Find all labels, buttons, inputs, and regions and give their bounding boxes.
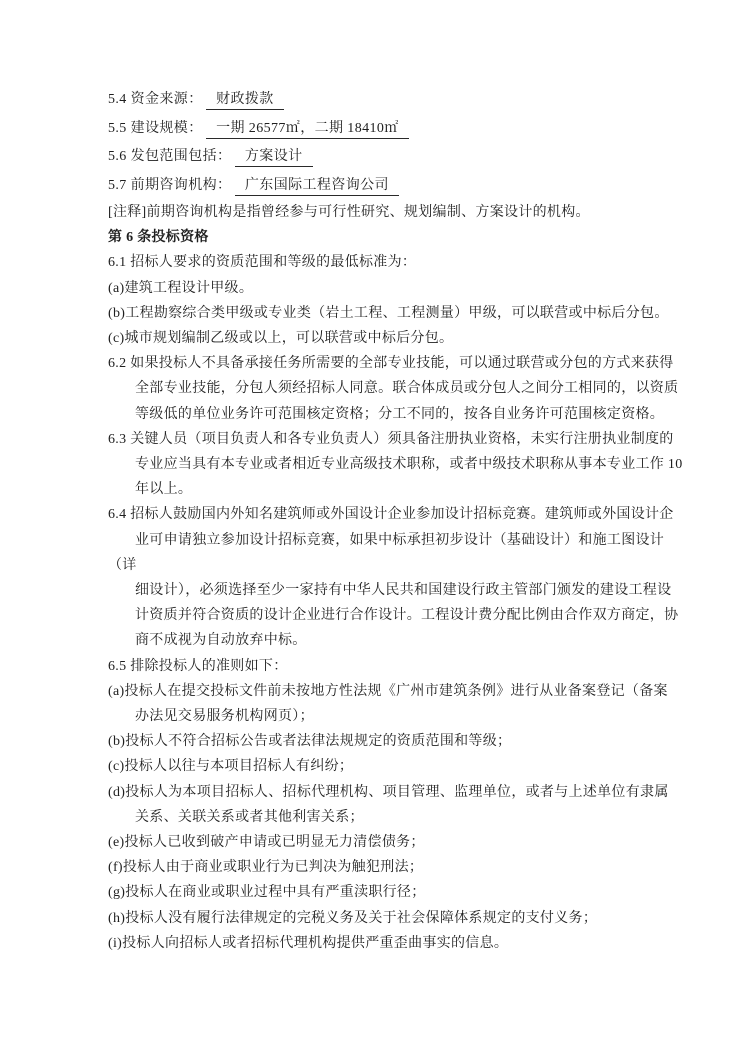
paragraph-line bbox=[108, 780, 668, 805]
paragraph-text: 办法见交易服务机构网页）； bbox=[135, 709, 314, 725]
field-value-underlined: 方案设计 bbox=[235, 147, 313, 167]
field-row bbox=[108, 172, 668, 201]
paragraph-list bbox=[108, 250, 683, 956]
paragraph-line bbox=[108, 250, 668, 275]
paragraph-text: 全部专业技能，分包人须经招标人同意。联合体成员或分包人之间分工相同的，以资质 bbox=[135, 381, 679, 397]
paragraph-line bbox=[108, 427, 674, 452]
paragraph-text: (g)投标人在商业或职业过程中具有严重渎职行径； bbox=[108, 885, 426, 901]
paragraph-text: (a)建筑工程设计甲级。 bbox=[108, 280, 254, 296]
paragraph-text: 计资质并符合资质的设计企业进行合作设计。工程设计费分配比例由合作双方商定，协 bbox=[135, 608, 679, 624]
field-row bbox=[108, 86, 668, 115]
paragraph-text: 6.1 招标人要求的资质范围和等级的最低标准为： bbox=[108, 255, 417, 271]
field-value-underlined: 一期 26577㎡，二期 18410㎡ bbox=[206, 119, 409, 139]
paragraph-line bbox=[108, 452, 683, 477]
paragraph-line bbox=[108, 276, 668, 301]
paragraph-line bbox=[108, 880, 668, 905]
field-label: 5.7 前期咨询机构： bbox=[108, 177, 232, 193]
paragraph-text: (i)投标人向招标人或者招标代理机构提供严重歪曲事实的信息。 bbox=[108, 935, 509, 951]
paragraph-text: (a)投标人在提交投标文件前未按地方性法规《广州市建筑条例》进行从业备案登记（备案 bbox=[108, 683, 668, 699]
paragraph-line bbox=[108, 351, 674, 376]
paragraph-line bbox=[108, 553, 668, 578]
paragraph-text: 关系、关联关系或者其他利害关系； bbox=[135, 809, 364, 825]
paragraph-text: 6.3 关键人员（项目负责人和各专业负责人）须具备注册执业资格，未实行注册执业制度的 bbox=[108, 431, 674, 447]
paragraph-text: (b)工程勘察综合类甲级或专业类（岩土工程、工程测量）甲级，可以联营或中标后分包。 bbox=[108, 305, 669, 321]
paragraph-line bbox=[108, 906, 668, 931]
paragraph-text: 6.5 排除投标人的准则如下： bbox=[108, 658, 288, 674]
note-line: [注释]前期咨询机构是指曾经参与可行性研究、规划编制、方案设计的机构。 bbox=[108, 205, 590, 220]
field-row bbox=[108, 143, 668, 172]
paragraph-line bbox=[108, 578, 672, 603]
paragraph-text: 等级低的单位业务许可范围核定资格；分工不同的，按各自业务许可范围核定资格。 bbox=[135, 406, 665, 422]
paragraph-text: 业可申请独立参加设计招标竞赛，如果中标承担初步设计（基础设计）和施工图设计 bbox=[135, 532, 665, 548]
paragraph-line bbox=[108, 301, 668, 326]
paragraph-line bbox=[108, 528, 668, 553]
field-value-underlined: 财政拨款 bbox=[206, 90, 284, 110]
paragraph-line bbox=[108, 628, 668, 653]
paragraph-line bbox=[108, 805, 668, 830]
section-heading: 第 6 条投标资格 bbox=[108, 230, 209, 246]
field-label: 5.4 资金来源： bbox=[108, 92, 203, 107]
document-content bbox=[108, 86, 683, 956]
field-value-underlined: 广东国际工程咨询公司 bbox=[235, 176, 399, 196]
paragraph-text: 年以上。 bbox=[135, 482, 193, 498]
paragraph-text: 专业应当具有本专业或者相近专业高级技术职称，或者中级技术职称从事本专业工作 10 bbox=[135, 457, 683, 473]
paragraph-line bbox=[108, 855, 668, 880]
paragraph-text: 6.2 如果投标人不具备承接任务所需要的全部专业技能，可以通过联营或分包的方式来获得 bbox=[108, 356, 674, 372]
paragraph-line bbox=[108, 326, 668, 351]
paragraph-text: 细设计），必须选择至少一家持有中华人民共和国建设行政主管部门颁发的建设工程设 bbox=[135, 583, 672, 599]
paragraph-line bbox=[108, 402, 668, 427]
paragraph-line bbox=[108, 654, 668, 679]
paragraph-line bbox=[108, 477, 668, 502]
paragraph-line bbox=[108, 729, 668, 754]
paragraph-text: 商不成视为自动放弃中标。 bbox=[135, 633, 307, 649]
paragraph-line bbox=[108, 376, 679, 401]
paragraph-text: (f)投标人由于商业或职业行为已判决为触犯刑法； bbox=[108, 860, 424, 876]
field-label: 5.5 建设规模： bbox=[108, 120, 203, 136]
field-label: 5.6 发包范围包括： bbox=[108, 149, 232, 164]
field-row bbox=[108, 115, 668, 144]
paragraph-text: 6.4 招标人鼓励国内外知名建筑师或外国设计企业参加设计招标竞赛。建筑师或外国设计企 bbox=[108, 507, 674, 523]
field-list bbox=[108, 86, 668, 200]
paragraph-text: (h)投标人没有履行法律规定的完税义务及关于社会保障体系规定的支付义务； bbox=[108, 910, 598, 926]
paragraph-line bbox=[108, 754, 668, 779]
paragraph-text: （详 bbox=[108, 557, 137, 573]
paragraph-text: (c)城市规划编制乙级或以上，可以联营或中标后分包。 bbox=[108, 331, 454, 347]
paragraph-line bbox=[108, 704, 668, 729]
paragraph-text: (c)投标人以往与本项目招标人有纠纷； bbox=[108, 759, 354, 775]
paragraph-line bbox=[108, 830, 668, 855]
paragraph-line bbox=[108, 603, 679, 628]
paragraph-line bbox=[108, 679, 668, 704]
paragraph-line bbox=[108, 502, 674, 527]
paragraph-text: (e)投标人已收到破产申请或已明显无力清偿债务； bbox=[108, 835, 425, 851]
paragraph-text: (b)投标人不符合招标公告或者法律法规规定的资质范围和等级； bbox=[108, 734, 512, 750]
paragraph-text: (d)投标人为本项目招标人、招标代理机构、项目管理、监理单位，或者与上述单位有隶属 bbox=[108, 784, 669, 800]
paragraph-line bbox=[108, 931, 668, 956]
